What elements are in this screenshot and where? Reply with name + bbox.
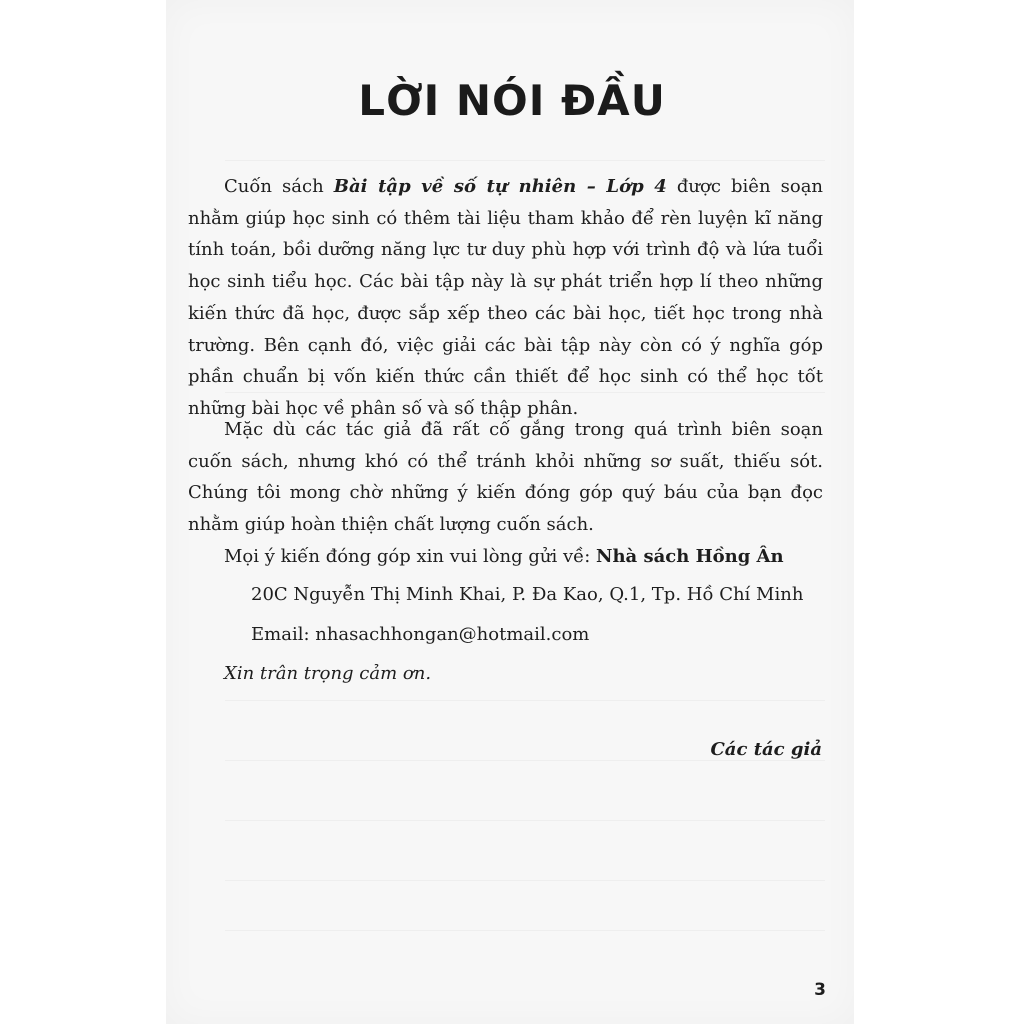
paragraph-apology: Mặc dù các tác giả đã rất cố gắng trong quá trình biên soạn cuốn sách, nhưng khó có thể tránh khỏi những sơ suất, thiếu sót. Chúng tôi mong chờ những ý kiến đóng góp quý báu của bạn đọc nhằm giúp hoàn thiện chất lượng cuốn sách. [188, 419, 823, 536]
contact-prefix: Mọi ý kiến đóng góp xin vui lòng gửi về: [224, 546, 597, 567]
paragraph-intro-suffix: được biên soạn nhằm giúp học sinh có thêm tài liệu tham khảo để rèn luyện kĩ năng tính toán, bồi dưỡng năng lực tư duy phù hợp với trình độ và lứa tuổi học sinh tiểu học. Các bài tập này là sự phát triển hợp lí theo những kiến thức đã học, được sắp xếp theo các bài học, tiết học trong nhà trường. Bên cạnh đó, việc giải các bài tập này còn có ý nghĩa góp phần chuẩn bị vốn kiến thức cần thiết để học sinh có thể học tốt những bài học về phân số và số thập phân. [188, 176, 824, 419]
thanks-line: Xin trân trọng cảm ơn. [224, 663, 432, 684]
page-title: LỜI NÓI ĐẦU [358, 76, 666, 125]
paragraph-intro [188, 171, 823, 425]
book-title: Bài tập về số tự nhiên – Lớp 4 [333, 176, 667, 197]
page-number: 3 [814, 980, 826, 1000]
show-through-line [225, 700, 825, 701]
show-through-line [225, 880, 825, 881]
show-through-line [225, 760, 825, 761]
paragraph-intro-prefix: Cuốn sách [224, 176, 334, 197]
contact-line [224, 546, 784, 567]
address-line: 20C Nguyễn Thị Minh Khai, P. Đa Kao, Q.1, Tp. Hồ Chí Minh [251, 584, 804, 605]
email-line: Email: nhasachhongan@hotmail.com [251, 624, 590, 645]
show-through-line [225, 160, 825, 161]
show-through-line [225, 820, 825, 821]
show-through-line [225, 930, 825, 931]
publisher-name: Nhà sách Hồng Ân [596, 546, 784, 567]
authors-signature: Các tác giả [710, 739, 822, 760]
